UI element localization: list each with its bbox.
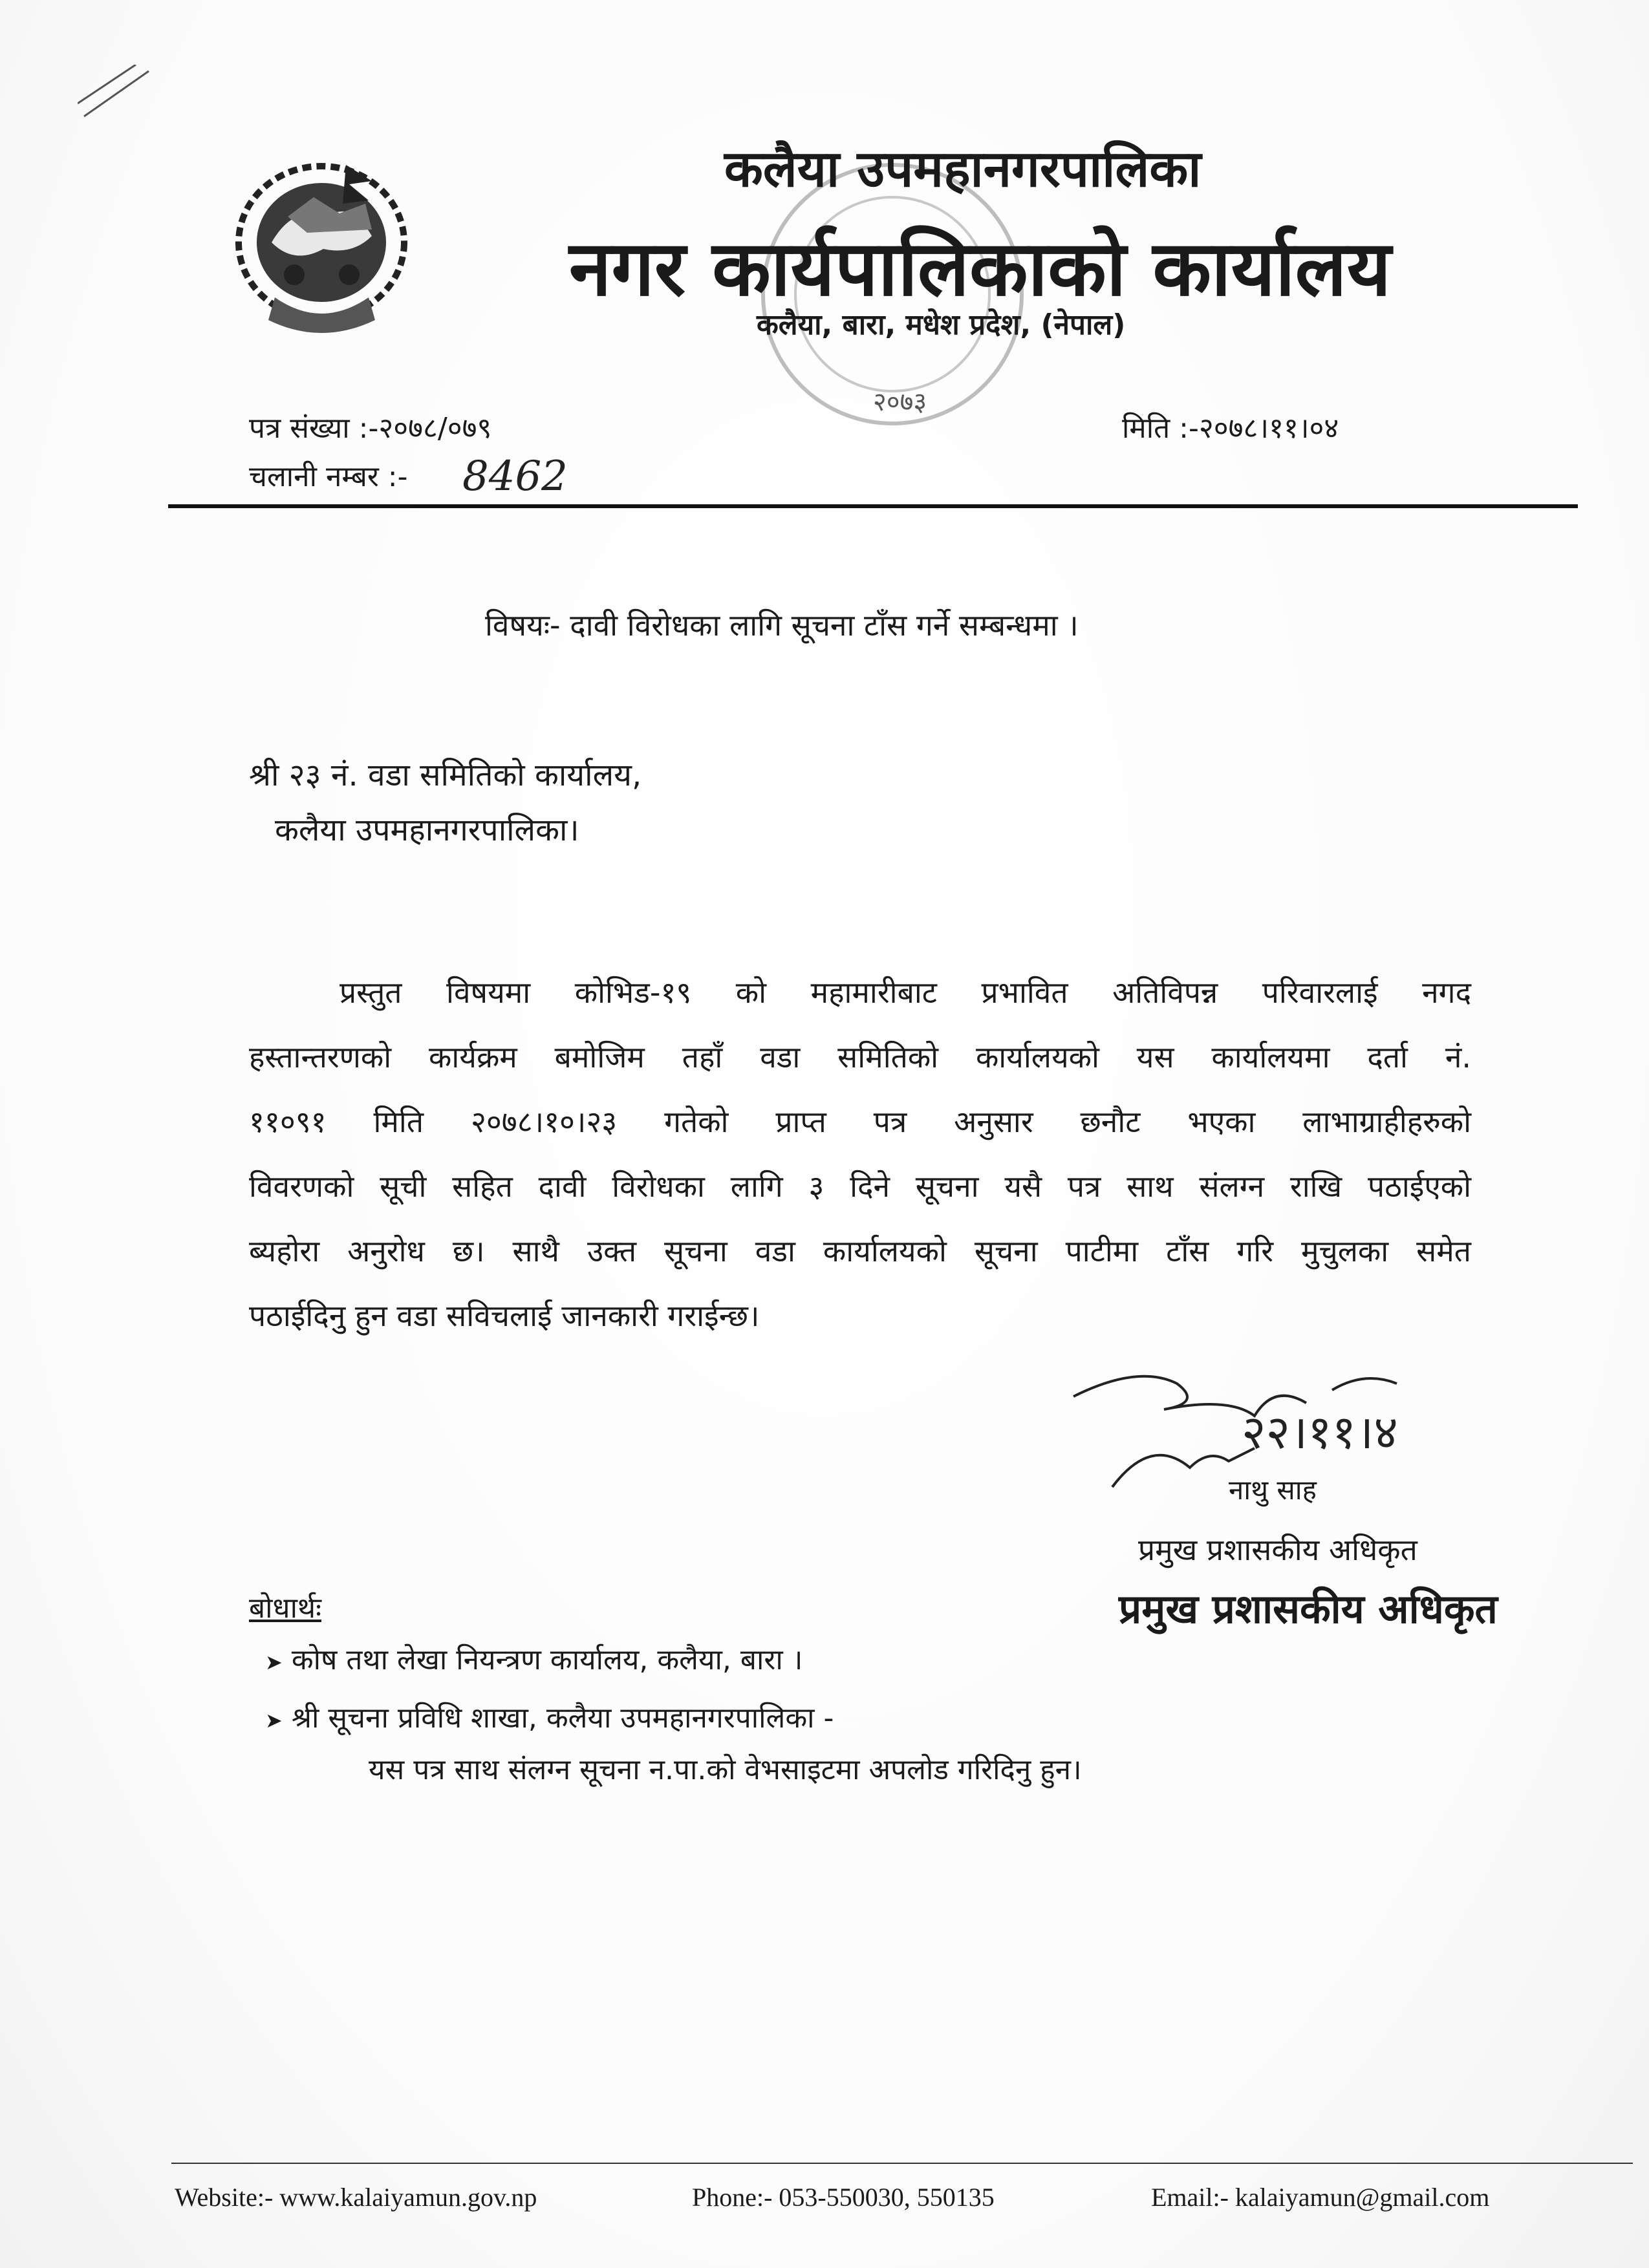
cc-item-text: कोष तथा लेखा नियन्त्रण कार्यालय, कलैया, बारा ।	[291, 1643, 803, 1676]
letter-number: पत्र संख्या :-२०७८/०७९	[249, 412, 492, 445]
addressee-line-2: कलैया उपमहानगरपालिका।	[275, 812, 579, 848]
dispatch-number-handwritten: 8462	[462, 453, 568, 500]
signatory-title: प्रमुख प्रशासकीय अधिकृत	[1138, 1532, 1417, 1567]
signature-date-handwritten: २२।११।४	[1242, 1405, 1398, 1459]
pen-mark	[78, 65, 155, 123]
dispatch-number-label: चलानी नम्बर :-	[249, 460, 408, 493]
municipality-name: कलैया उपमहानगरपालिका	[724, 140, 1202, 198]
cc-item	[265, 1639, 803, 1678]
arrow-bullet-icon: ➤	[265, 1708, 283, 1733]
footer-divider	[171, 2163, 1633, 2164]
letter-body	[249, 960, 1471, 1348]
office-address: कलैया, बारा, मधेश प्रदेश, (नेपाल)	[757, 308, 1126, 341]
letter-date: मिति :-२०७८।११।०४	[1122, 412, 1339, 445]
body-line: विवरणको सूची सहित दावी विरोधका लागि ३ दिने सूचना यसै पत्र साथ संलग्न राखि पठाईएको	[249, 1169, 1471, 1204]
letter-subject: विषयः- दावी विरोधका लागि सूचना टाँस गर्ने सम्बन्धमा ।	[485, 608, 1079, 643]
header-divider	[168, 504, 1578, 508]
signatory-name: नाथु साह	[1229, 1474, 1317, 1506]
stamp-year: २०७३	[873, 387, 927, 417]
arrow-bullet-icon: ➤	[265, 1650, 283, 1674]
signatory-rubber-stamp	[1119, 1581, 1498, 1635]
office-name: नगर कार्यपालिकाको कार्यालय	[569, 224, 1392, 313]
body-line: ११०९१ मिति २०७८।१०।२३ गतेको प्राप्त पत्र अनुसार छनौट भएका लाभाग्राहीहरुको	[249, 1104, 1471, 1139]
body-line: ब्यहोरा अनुरोध छ। साथै उक्त सूचना वडा कार्यालयको सूचना पाटीमा टाँस गरि मुचुलका समेत	[249, 1234, 1471, 1268]
footer-phone: Phone:- 053-550030, 550135	[692, 2183, 995, 2212]
cc-heading: बोधार्थः	[249, 1592, 321, 1625]
cc-item	[265, 1697, 834, 1736]
stamp-title-text: प्रमुख प्रशासकीय अधिकृत	[1119, 1585, 1498, 1632]
addressee-line-1: श्री २३ नं. वडा समितिको कार्यालय,	[249, 757, 642, 793]
nepal-emblem-icon	[210, 145, 433, 346]
footer-email: Email:- kalaiyamun@gmail.com	[1151, 2183, 1490, 2212]
body-line: प्रस्तुत विषयमा कोभिड-१९ को महामारीबाट प्रभावित अतिविपन्न परिवारलाई नगद	[339, 975, 1471, 1010]
cc-item-text: श्री सूचना प्रविधि शाखा, कलैया उपमहानगरपालिका -	[291, 1702, 834, 1735]
footer-website: Website:- www.kalaiyamun.gov.np	[175, 2183, 537, 2212]
body-line: हस्तान्तरणको कार्यक्रम बमोजिम तहाँ वडा समितिको कार्यालयको यस कार्यालयमा दर्ता नं.	[249, 1040, 1471, 1075]
cc-item-continuation: यस पत्र साथ संलग्न सूचना न.पा.को वेभसाइटमा अपलोड गरिदिनु हुन।	[369, 1753, 1082, 1786]
body-line: पठाईदिनु हुन वडा सविचलाई जानकारी गराईन्छ।	[249, 1298, 760, 1333]
